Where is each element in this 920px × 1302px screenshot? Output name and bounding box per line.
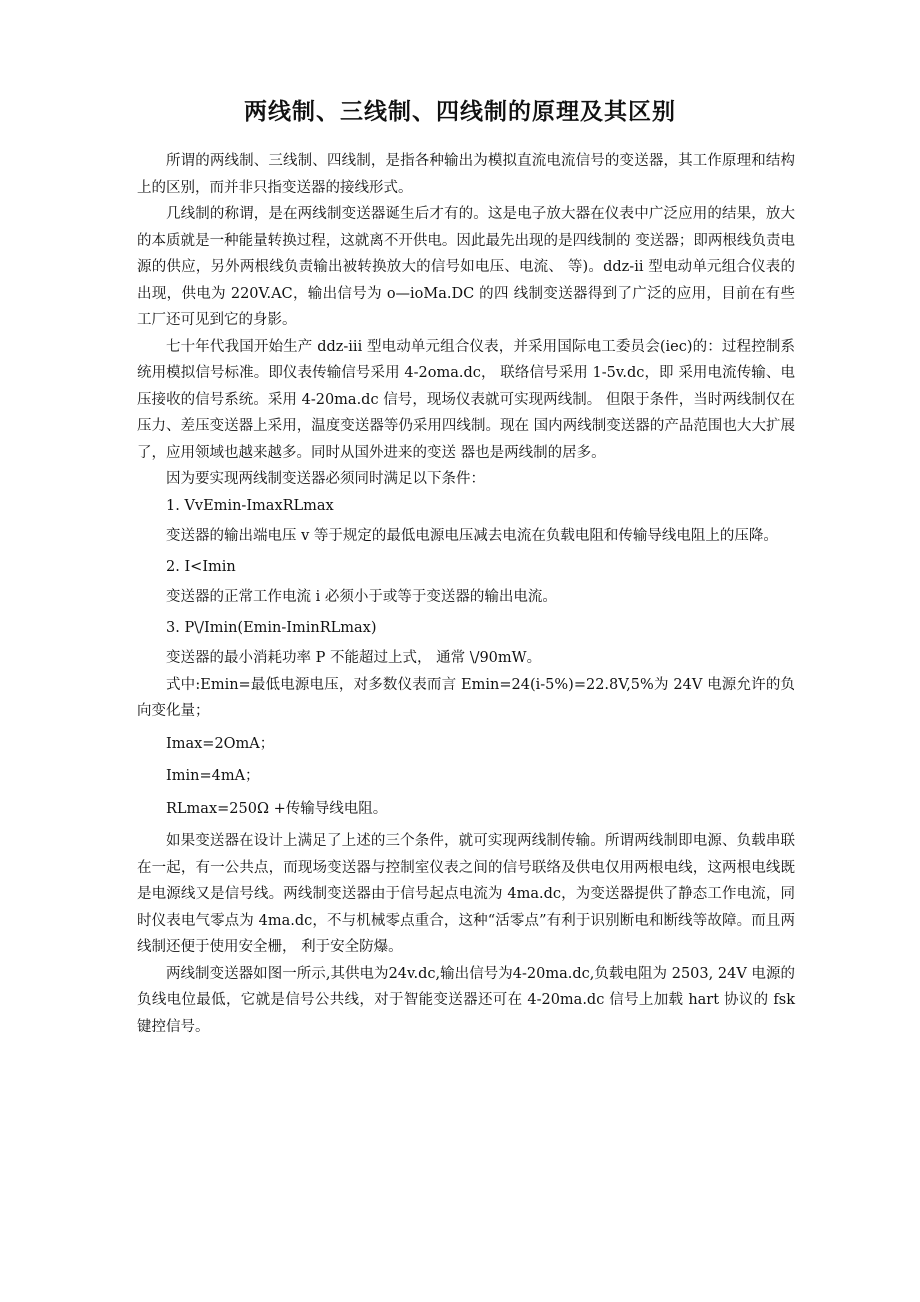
condition-3-description: 变送器的最小消耗功率 P 不能超过上式， 通常 \/90mW。 bbox=[166, 650, 542, 666]
condition-2-formula: 2. I<Imin bbox=[166, 558, 236, 575]
paragraph-conditions-intro: 因为要实现两线制变送器必须同时满足以下条件： bbox=[166, 471, 485, 487]
rlmax-definition: RLmax=250Ω +传输导线电阻。 bbox=[166, 800, 388, 817]
document-title: 两线制、三线制、四线制的原理及其区别 bbox=[244, 99, 676, 125]
imax-definition: Imax=2OmA； bbox=[166, 735, 275, 752]
imin-definition: Imin=4mA； bbox=[166, 768, 260, 784]
paragraph-two-wire-figure: 两线制变送器如图一所示,其供电为24v.dc,输出信号为4-20ma.dc,负载电阻为 2503, 24V 电源的负线电位最低，它就是信号公共线，对于智能变送器还可在 4-20ma.dc 信号上加载 hart 协议的 fsk 键控信号。 bbox=[137, 965, 795, 1035]
condition-2-description: 变送器的正常工作电流 i 必须小于或等于变送器的输出电流。 bbox=[166, 589, 557, 605]
condition-3-formula: 3. P\/Imin(Emin-IminRLmax) bbox=[166, 619, 377, 636]
formula-legend: 式中:Emin=最低电源电压，对多数仪表而言 Emin=24(i-5%)=22.8V,5%为 24V 电源允许的负向变化量； bbox=[137, 676, 795, 719]
paragraph-two-wire-transmission: 如果变送器在设计上满足了上述的三个条件，就可实现两线制传输。所谓两线制即电源、负载串联在一起，有一公共点，而现场变送器与控制室仪表之间的信号联络及供电仅用两根电线，这两根电线既是电源线又是信号线。两线制变送器由于信号起点电流为 4ma.dc，为变送器提供了静态工作电流，同时仪表电气零点为 4ma.dc，不与机械零点重合，这种“活零点”有利于识别断电和断线等故障。而且两线制还便于使用安全栅， 利于安全防爆。 bbox=[137, 833, 795, 955]
document-body bbox=[137, 148, 795, 1040]
paragraph-history: 几线制的称谓，是在两线制变送器诞生后才有的。这是电子放大器在仪表中广泛应用的结果，放大的本质就是一种能量转换过程，这就离不开供电。因此最先出现的是四线制的 变送器；即两根线负责电源的供应，另外两根线负责输出被转换放大的信号如电压、电流、 等)。ddz-ii 型电动单元组合仪表的出现，供电为 220V.AC，输出信号为 o—ioMa.DC 的四 线制变送器得到了广泛的应用，目前在有些工厂还可见到它的身影。 bbox=[137, 206, 795, 328]
condition-1-description: 变送器的输出端电压 v 等于规定的最低电源电压减去电流在负载电阻和传输导线电阻上的压降。 bbox=[166, 528, 778, 544]
paragraph-ddz-iii: 七十年代我国开始生产 ddz-iii 型电动单元组合仪表，并采用国际电工委员会(iec)的：过程控制系统用模拟信号标准。即仪表传输信号采用 4-2oma.dc， 联络信号采用 1-5v.dc，即 采用电流传输、电压接收的信号系统。采用 4-20ma.dc 信号，现场仪表就可实现两线制。 但限于条件，当时两线制仅在压力、差压变送器上采用，温度变送器等仍采用四线制。现在 国内两线制变送器的产品范围也大大扩展了，应用领域也越来越多。同时从国外进来的变送 器也是两线制的居多。 bbox=[137, 338, 795, 461]
paragraph-intro: 所谓的两线制、三线制、四线制，是指各种输出为模拟直流电流信号的变送器，其工作原理和结构上的区别，而并非只指变送器的接线形式。 bbox=[137, 153, 795, 196]
condition-1-formula: 1. VvEmin-ImaxRLmax bbox=[166, 497, 334, 514]
